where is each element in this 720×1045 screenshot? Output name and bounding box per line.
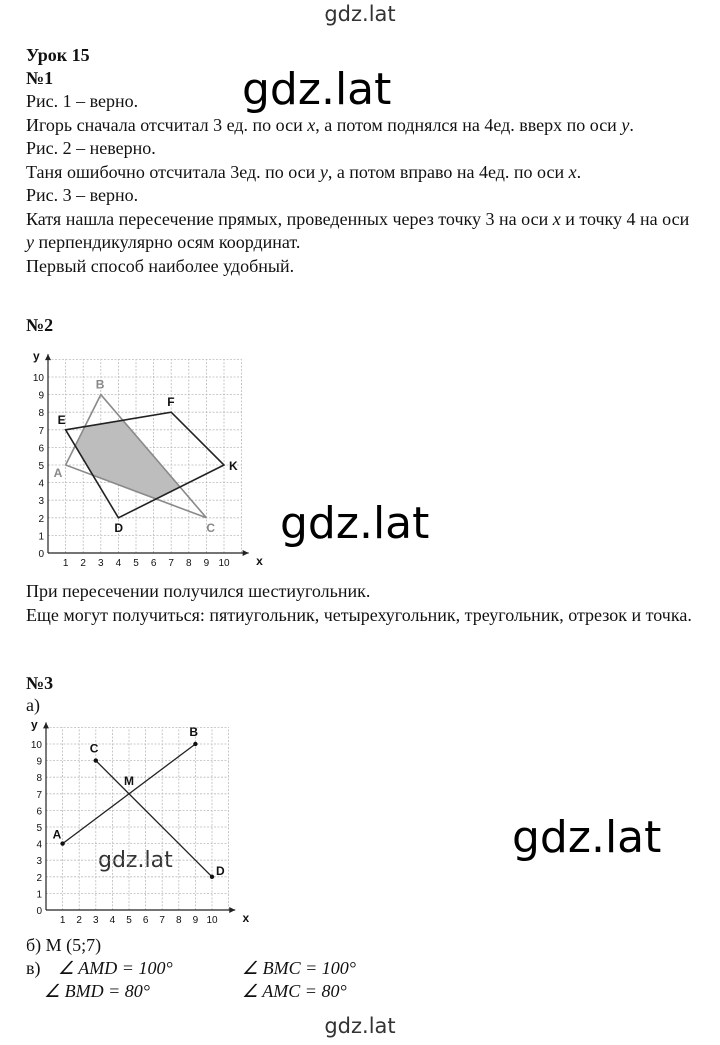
x-tick-label: 9 <box>192 915 199 926</box>
y-tick-label: 5 <box>36 823 42 834</box>
segment-cd <box>96 761 212 877</box>
x-tick-label: 4 <box>115 558 122 569</box>
y-tick-label: 6 <box>38 443 44 455</box>
y-tick-label: 10 <box>30 740 42 751</box>
task2-graph <box>24 346 274 576</box>
y-tick-label: 2 <box>36 872 42 884</box>
x-axis-label: x <box>242 911 250 925</box>
x-tick-label: 6 <box>142 915 149 926</box>
watermark-bottom: gdz.lat <box>324 1014 396 1038</box>
x-tick-label: 9 <box>203 558 210 569</box>
x-tick-label: 3 <box>98 558 104 569</box>
x-tick-label: 10 <box>206 915 218 926</box>
y-tick-label: 7 <box>38 425 44 437</box>
task3-part-b: б) M (5;7) <box>26 935 102 955</box>
x-axis-arrow <box>229 907 235 913</box>
x-axis-label: x <box>256 554 263 568</box>
y-tick-label: 7 <box>36 789 42 801</box>
point-a <box>60 841 64 845</box>
task1-line: Рис. 2 – неверно. <box>26 138 156 158</box>
result-line: При пересечении получился шестиугольник. <box>26 581 371 601</box>
point-d <box>210 875 214 879</box>
point-label-d: D <box>216 863 225 878</box>
task1-line: Рис. 1 – верно. <box>26 91 139 111</box>
task1-line: Первый способ наиболее удобный. <box>26 255 295 276</box>
y-tick-label: 4 <box>36 839 42 851</box>
point-label-b: B <box>189 725 199 739</box>
vertex-label-f: F <box>167 395 175 410</box>
y-tick-label: 4 <box>38 478 44 490</box>
watermark-large: gdz.lat <box>280 498 430 549</box>
task1-number: №1 <box>26 68 54 88</box>
task2-number: №2 <box>26 315 54 335</box>
task3-part-v: в) <box>26 958 41 978</box>
angle-amc: ∠ AMC = 80° <box>242 981 347 1001</box>
watermark-small: gdz.lat <box>98 848 173 873</box>
y-tick-label: 10 <box>32 373 44 384</box>
y-tick-label: 3 <box>36 856 42 868</box>
angle-bmc: ∠ BMC = 100° <box>242 958 356 978</box>
angle-amd: ∠ AMD = 100° <box>58 958 173 978</box>
point-label-a: A <box>52 827 62 842</box>
vertex-label-d: D <box>114 520 124 535</box>
vertex-label-e: E <box>57 412 66 427</box>
y-axis-arrow <box>45 354 51 360</box>
y-axis-arrow <box>43 722 49 728</box>
y-axis-label: y <box>31 717 38 732</box>
y-tick-label: 8 <box>36 773 42 785</box>
x-tick-label: 6 <box>150 558 157 569</box>
intersection-hexagon <box>75 420 180 499</box>
origin-label: 0 <box>36 906 42 917</box>
y-tick-label: 6 <box>36 806 42 818</box>
y-tick-label: 5 <box>38 461 44 472</box>
task2-result <box>26 580 696 627</box>
x-tick-label: 1 <box>62 558 69 569</box>
x-axis-arrow <box>243 550 249 556</box>
task1-line: Катя нашла пересечение прямых, проведенных через точку 3 на оси x и точку 4 на оси y перпендикулярно осям координат. <box>26 208 690 252</box>
result-line: Еще могут получиться: пятиугольник, четырехугольник, треугольник, отрезок и точка. <box>26 604 692 625</box>
watermark-large: gdz.lat <box>512 812 662 863</box>
task1-line: Рис. 3 – верно. <box>26 185 139 205</box>
watermark-large: gdz.lat <box>242 64 392 115</box>
x-tick-label: 10 <box>218 558 230 569</box>
task3-graph <box>24 716 254 928</box>
task1-line: Игорь сначала отсчитал 3 ед. по оси x, а потом поднялся на 4ед. вверх по оси y. <box>26 114 634 135</box>
watermark-top: gdz.lat <box>324 2 396 26</box>
y-axis-label: y <box>33 349 40 364</box>
x-tick-label: 7 <box>159 915 165 926</box>
y-tick-label: 9 <box>38 390 44 402</box>
task1-line: Таня ошибочно отсчитала 3ед. по оси y, а потом вправо на 4ед. по оси x. <box>26 161 582 182</box>
x-tick-label: 1 <box>59 915 66 926</box>
x-tick-label: 5 <box>126 915 132 926</box>
point-label-c: C <box>89 741 99 756</box>
x-tick-label: 2 <box>80 558 86 569</box>
y-tick-label: 1 <box>36 889 42 901</box>
point-b <box>193 742 197 746</box>
task3-number: №3 <box>26 673 54 693</box>
vertex-label-a: A <box>53 466 63 480</box>
x-tick-label: 8 <box>176 915 182 926</box>
angle-bmd: ∠ BMD = 80° <box>44 981 150 1001</box>
vertex-label-c: C <box>206 520 216 535</box>
task1-text <box>26 90 696 278</box>
vertex-label-k: K <box>229 459 238 473</box>
y-tick-label: 8 <box>38 408 44 420</box>
x-tick-label: 5 <box>133 558 139 569</box>
y-tick-label: 9 <box>36 756 42 768</box>
point-c <box>94 758 98 762</box>
x-tick-label: 4 <box>109 915 116 926</box>
y-tick-label: 2 <box>38 513 44 525</box>
y-tick-label: 1 <box>38 531 44 543</box>
lesson-title: Урок 15 <box>26 45 90 65</box>
x-tick-label: 3 <box>93 915 99 926</box>
origin-label: 0 <box>38 549 44 560</box>
x-tick-label: 2 <box>76 915 82 926</box>
x-tick-label: 7 <box>168 558 174 569</box>
x-tick-label: 8 <box>186 558 192 569</box>
y-tick-label: 3 <box>38 496 44 508</box>
vertex-label-b: B <box>95 377 105 392</box>
task3-part-a: а) <box>26 695 40 715</box>
point-label-m: M <box>124 773 134 788</box>
